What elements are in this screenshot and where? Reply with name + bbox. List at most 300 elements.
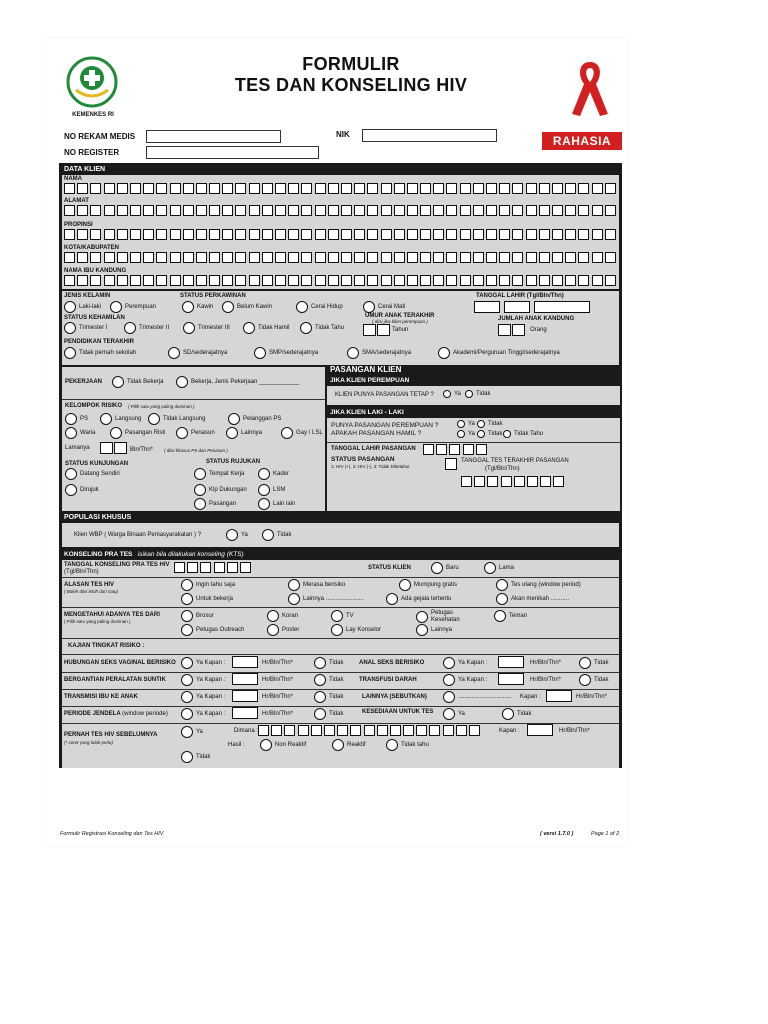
char-box[interactable] (117, 229, 128, 240)
char-box[interactable] (381, 205, 392, 216)
radio-anal-ya[interactable]: Ya Kapan : (443, 657, 487, 669)
status-pasangan-box[interactable] (445, 458, 457, 470)
char-box[interactable] (539, 229, 550, 240)
char-box[interactable] (249, 229, 260, 240)
char-box[interactable] (446, 229, 457, 240)
char-box[interactable] (420, 252, 431, 263)
char-box[interactable] (288, 275, 299, 286)
char-box[interactable] (592, 183, 603, 194)
char-box[interactable] (311, 725, 322, 736)
char-box[interactable] (90, 183, 101, 194)
char-box[interactable] (196, 183, 207, 194)
char-box[interactable] (77, 229, 88, 240)
char-box[interactable] (209, 252, 220, 263)
propinsi-boxes[interactable] (64, 229, 618, 240)
char-box[interactable] (526, 229, 537, 240)
tgl-lahir-thn[interactable] (534, 301, 590, 313)
char-box[interactable] (328, 229, 339, 240)
radio-trimester-1[interactable]: Trimester I (64, 322, 107, 334)
radio-tidak-tahu-hamil[interactable]: Tidak Tahu (300, 322, 344, 334)
radio-ibu-anak-ya[interactable]: Ya Kapan : (181, 691, 225, 703)
char-box[interactable] (104, 229, 115, 240)
char-box[interactable] (174, 562, 185, 573)
char-box[interactable] (367, 205, 378, 216)
radio-pernah-tidak[interactable]: Tidak (181, 751, 210, 763)
char-box[interactable] (235, 183, 246, 194)
char-box[interactable] (407, 183, 418, 194)
char-box[interactable] (183, 275, 194, 286)
char-box[interactable] (222, 229, 233, 240)
char-box[interactable] (64, 205, 75, 216)
char-box[interactable] (486, 275, 497, 286)
no-register-input[interactable] (146, 146, 319, 159)
char-box[interactable] (499, 252, 510, 263)
lainnya-kapan-box[interactable] (546, 690, 572, 702)
char-box[interactable] (156, 275, 167, 286)
char-box[interactable] (196, 275, 207, 286)
lamanya-box-1[interactable] (100, 442, 113, 454)
char-box[interactable] (298, 725, 309, 736)
char-box[interactable] (578, 229, 589, 240)
radio-tidak-hamil[interactable]: Tidak Hamil (243, 322, 289, 334)
char-box[interactable] (341, 205, 352, 216)
tgl-lahir-bln[interactable] (504, 301, 530, 313)
radio-belum-kawin[interactable]: Belum Kawin (222, 301, 272, 313)
char-box[interactable] (473, 205, 484, 216)
char-box[interactable] (565, 229, 576, 240)
char-box[interactable] (275, 275, 286, 286)
char-box[interactable] (449, 444, 460, 455)
char-box[interactable] (433, 229, 444, 240)
char-box[interactable] (130, 275, 141, 286)
radio-ps-tidak-langsung[interactable]: Tidak Langsung (148, 413, 205, 425)
char-box[interactable] (90, 275, 101, 286)
radio-trimester-2[interactable]: Trimester II (124, 322, 169, 334)
radio-kesediaan-ya[interactable]: Ya (443, 708, 465, 720)
char-box[interactable] (64, 183, 75, 194)
radio-kesediaan-tidak[interactable]: Tidak (502, 708, 531, 720)
char-box[interactable] (377, 725, 388, 736)
char-box[interactable] (578, 252, 589, 263)
char-box[interactable] (262, 205, 273, 216)
char-box[interactable] (130, 205, 141, 216)
char-box[interactable] (341, 229, 352, 240)
char-box[interactable] (539, 205, 550, 216)
char-box[interactable] (258, 725, 269, 736)
char-box[interactable] (222, 252, 233, 263)
char-box[interactable] (341, 252, 352, 263)
char-box[interactable] (143, 252, 154, 263)
char-box[interactable] (209, 183, 220, 194)
char-box[interactable] (156, 229, 167, 240)
char-box[interactable] (473, 229, 484, 240)
char-box[interactable] (301, 275, 312, 286)
char-box[interactable] (592, 229, 603, 240)
char-box[interactable] (512, 252, 523, 263)
radio-penasun[interactable]: Penasun (176, 427, 215, 439)
char-box[interactable] (301, 183, 312, 194)
radio-tidak-bekerja[interactable]: Tidak Bekerja (112, 376, 163, 388)
char-box[interactable] (328, 252, 339, 263)
dimana-boxes[interactable] (258, 725, 482, 736)
char-box[interactable] (354, 205, 365, 216)
char-box[interactable] (222, 205, 233, 216)
char-box[interactable] (170, 252, 181, 263)
radio-wbp-ya[interactable]: Ya (226, 529, 248, 541)
char-box[interactable] (403, 725, 414, 736)
char-box[interactable] (337, 725, 348, 736)
char-box[interactable] (249, 205, 260, 216)
char-box[interactable] (262, 252, 273, 263)
char-box[interactable] (420, 275, 431, 286)
radio-wbp-tidak[interactable]: Tidak (262, 529, 291, 541)
char-box[interactable] (227, 562, 238, 573)
char-box[interactable] (605, 229, 616, 240)
char-box[interactable] (446, 252, 457, 263)
char-box[interactable] (407, 252, 418, 263)
char-box[interactable] (275, 252, 286, 263)
char-box[interactable] (104, 252, 115, 263)
char-box[interactable] (565, 275, 576, 286)
radio-laki[interactable]: Laki-laki (64, 301, 101, 313)
check-ingin-tahu[interactable]: Ingin tahu saja (181, 579, 235, 591)
radio-ibu-anak-tidak[interactable]: Tidak (314, 691, 343, 703)
char-box[interactable] (416, 725, 427, 736)
char-box[interactable] (90, 229, 101, 240)
char-box[interactable] (143, 183, 154, 194)
char-box[interactable] (473, 275, 484, 286)
char-box[interactable] (117, 205, 128, 216)
char-box[interactable] (328, 183, 339, 194)
char-box[interactable] (578, 275, 589, 286)
char-box[interactable] (143, 275, 154, 286)
char-box[interactable] (381, 252, 392, 263)
char-box[interactable] (301, 205, 312, 216)
char-box[interactable] (315, 229, 326, 240)
radio-tidak-sekolah[interactable]: Tidak pernah sekolah (64, 347, 136, 359)
char-box[interactable] (446, 205, 457, 216)
radio-sma[interactable]: SMA/sederajatnya (347, 347, 411, 359)
char-box[interactable] (249, 252, 260, 263)
radio-akademi[interactable]: Akademi/Perguruan Tinggi/sederajatnya (438, 347, 560, 359)
tgl-konseling-boxes[interactable] (174, 562, 253, 573)
char-box[interactable] (275, 183, 286, 194)
char-box[interactable] (552, 205, 563, 216)
char-box[interactable] (200, 562, 211, 573)
char-box[interactable] (526, 275, 537, 286)
char-box[interactable] (354, 252, 365, 263)
transfusi-kapan-box[interactable] (498, 673, 524, 685)
no-rekam-medis-input[interactable] (146, 130, 281, 143)
radio-teman[interactable]: Teman (494, 610, 527, 622)
radio-q2-tidak[interactable]: Tidak (477, 430, 502, 438)
char-box[interactable] (117, 275, 128, 286)
char-box[interactable] (512, 183, 523, 194)
char-box[interactable] (592, 205, 603, 216)
char-box[interactable] (354, 275, 365, 286)
char-box[interactable] (605, 252, 616, 263)
char-box[interactable] (476, 444, 487, 455)
char-box[interactable] (420, 183, 431, 194)
char-box[interactable] (301, 229, 312, 240)
char-box[interactable] (209, 229, 220, 240)
char-box[interactable] (565, 205, 576, 216)
char-box[interactable] (271, 725, 282, 736)
char-box[interactable] (77, 252, 88, 263)
char-box[interactable] (235, 252, 246, 263)
char-box[interactable] (553, 476, 564, 487)
char-box[interactable] (249, 275, 260, 286)
ibu-boxes[interactable] (64, 275, 618, 286)
char-box[interactable] (367, 183, 378, 194)
char-box[interactable] (552, 229, 563, 240)
radio-lain-lain[interactable]: Lain lain (258, 498, 295, 510)
char-box[interactable] (183, 205, 194, 216)
char-box[interactable] (487, 476, 498, 487)
char-box[interactable] (222, 183, 233, 194)
char-box[interactable] (301, 252, 312, 263)
radio-dirujuk[interactable]: Dirujuk (65, 484, 99, 496)
char-box[interactable] (486, 205, 497, 216)
lamanya-box-2[interactable] (114, 442, 127, 454)
char-box[interactable] (90, 205, 101, 216)
char-box[interactable] (526, 205, 537, 216)
radio-kader[interactable]: Kader (258, 468, 289, 480)
char-box[interactable] (354, 183, 365, 194)
char-box[interactable] (143, 205, 154, 216)
check-merasa-berisiko[interactable]: Merasa berisiko (288, 579, 345, 591)
check-untuk-bekerja[interactable]: Untuk bekerja (181, 593, 233, 605)
char-box[interactable] (460, 229, 471, 240)
radio-koran[interactable]: Koran (267, 610, 298, 622)
periode-kapan-box[interactable] (232, 707, 258, 719)
radio-reaktif[interactable]: Reaktif (332, 739, 366, 751)
char-box[interactable] (64, 275, 75, 286)
char-box[interactable] (90, 252, 101, 263)
char-box[interactable] (183, 183, 194, 194)
char-box[interactable] (552, 275, 563, 286)
char-box[interactable] (501, 476, 512, 487)
char-box[interactable] (461, 476, 472, 487)
char-box[interactable] (77, 275, 88, 286)
radio-trimester-3[interactable]: Trimester III (183, 322, 230, 334)
radio-kawin[interactable]: Kawin (182, 301, 213, 313)
radio-lama[interactable]: Lama (484, 562, 514, 574)
radio-lsm[interactable]: LSM (258, 484, 285, 496)
char-box[interactable] (77, 183, 88, 194)
char-box[interactable] (512, 205, 523, 216)
char-box[interactable] (328, 275, 339, 286)
jumlah-anak-box-2[interactable] (512, 324, 525, 336)
char-box[interactable] (170, 275, 181, 286)
char-box[interactable] (512, 275, 523, 286)
tgl-tes-pasangan-boxes[interactable] (461, 476, 567, 487)
char-box[interactable] (354, 229, 365, 240)
char-box[interactable] (469, 725, 480, 736)
char-box[interactable] (512, 229, 523, 240)
jumlah-anak-box-1[interactable] (498, 324, 511, 336)
check-gejala[interactable]: Ada gejala tertentu (386, 593, 451, 605)
char-box[interactable] (156, 183, 167, 194)
char-box[interactable] (324, 725, 335, 736)
char-box[interactable] (394, 183, 405, 194)
char-box[interactable] (170, 205, 181, 216)
char-box[interactable] (592, 252, 603, 263)
char-box[interactable] (315, 275, 326, 286)
char-box[interactable] (235, 229, 246, 240)
radio-anal-tidak[interactable]: Tidak (579, 657, 608, 669)
char-box[interactable] (514, 476, 525, 487)
char-box[interactable] (540, 476, 551, 487)
radio-lainnya-risiko[interactable]: Lainnya (226, 427, 262, 439)
char-box[interactable] (381, 229, 392, 240)
char-box[interactable] (565, 252, 576, 263)
char-box[interactable] (381, 183, 392, 194)
radio-petugas-kesehatan[interactable]: Petugas Kesehatan (416, 610, 476, 624)
vaginal-kapan-box[interactable] (232, 656, 258, 668)
radio-pasangan-risti[interactable]: Pasangan Risti (110, 427, 165, 439)
radio-poster[interactable]: Poster (267, 624, 299, 636)
char-box[interactable] (420, 205, 431, 216)
char-box[interactable] (605, 183, 616, 194)
char-box[interactable] (420, 229, 431, 240)
char-box[interactable] (187, 562, 198, 573)
radio-punya-ya[interactable]: Ya (443, 390, 461, 398)
ibu-anak-kapan-box[interactable] (232, 690, 258, 702)
tgl-lahir-tgl[interactable] (474, 301, 500, 313)
char-box[interactable] (394, 229, 405, 240)
char-box[interactable] (275, 205, 286, 216)
radio-cerai-mati[interactable]: Cerai Mati (363, 301, 405, 313)
char-box[interactable] (394, 252, 405, 263)
radio-non-reaktif[interactable]: Non Reaktif (260, 739, 306, 751)
radio-lainnya-risiko-ya[interactable]: ................................ (443, 691, 511, 703)
char-box[interactable] (460, 183, 471, 194)
char-box[interactable] (394, 205, 405, 216)
char-box[interactable] (429, 725, 440, 736)
radio-sd[interactable]: SD/sederajatnya (168, 347, 227, 359)
char-box[interactable] (341, 275, 352, 286)
char-box[interactable] (605, 205, 616, 216)
nama-boxes[interactable] (64, 183, 618, 194)
char-box[interactable] (433, 205, 444, 216)
char-box[interactable] (460, 275, 471, 286)
char-box[interactable] (117, 183, 128, 194)
char-box[interactable] (394, 275, 405, 286)
char-box[interactable] (460, 205, 471, 216)
char-box[interactable] (235, 205, 246, 216)
radio-vaginal-tidak[interactable]: Tidak (314, 657, 343, 669)
radio-tempat-kerja[interactable]: Tempat Kerja (194, 468, 244, 480)
char-box[interactable] (364, 725, 375, 736)
radio-tidak-tahu-hasil[interactable]: Tidak tahu (386, 739, 429, 751)
radio-periode-ya[interactable]: Ya Kapan : (181, 708, 225, 720)
char-box[interactable] (130, 252, 141, 263)
radio-cerai-hidup[interactable]: Cerai Hidup (296, 301, 343, 313)
radio-perempuan[interactable]: Perempuan (110, 301, 156, 313)
check-mumpung-gratis[interactable]: Mumpung gratis (399, 579, 457, 591)
char-box[interactable] (390, 725, 401, 736)
char-box[interactable] (104, 205, 115, 216)
anal-kapan-box[interactable] (498, 656, 524, 668)
radio-punya-tidak[interactable]: Tidak (465, 390, 490, 398)
radio-smp[interactable]: SMP/sederajatnya (254, 347, 318, 359)
radio-periode-tidak[interactable]: Tidak (314, 708, 343, 720)
char-box[interactable] (288, 183, 299, 194)
char-box[interactable] (288, 252, 299, 263)
char-box[interactable] (315, 252, 326, 263)
char-box[interactable] (196, 229, 207, 240)
char-box[interactable] (407, 229, 418, 240)
char-box[interactable] (446, 183, 457, 194)
radio-vaginal-ya[interactable]: Ya Kapan : (181, 657, 225, 669)
char-box[interactable] (214, 562, 225, 573)
char-box[interactable] (539, 252, 550, 263)
char-box[interactable] (275, 229, 286, 240)
char-box[interactable] (117, 252, 128, 263)
char-box[interactable] (104, 275, 115, 286)
char-box[interactable] (315, 183, 326, 194)
char-box[interactable] (104, 183, 115, 194)
radio-gay-lsl[interactable]: Gay / LSL (281, 427, 323, 439)
char-box[interactable] (209, 205, 220, 216)
char-box[interactable] (526, 252, 537, 263)
char-box[interactable] (527, 476, 538, 487)
char-box[interactable] (183, 252, 194, 263)
char-box[interactable] (341, 183, 352, 194)
radio-suntik-ya[interactable]: Ya Kapan : (181, 674, 225, 686)
radio-pelanggan-ps[interactable]: Pelanggan PS (228, 413, 281, 425)
char-box[interactable] (315, 205, 326, 216)
suntik-kapan-box[interactable] (232, 673, 258, 685)
char-box[interactable] (539, 275, 550, 286)
nik-input[interactable] (362, 129, 497, 142)
char-box[interactable] (196, 205, 207, 216)
char-box[interactable] (262, 229, 273, 240)
char-box[interactable] (367, 252, 378, 263)
char-box[interactable] (423, 444, 434, 455)
radio-baru[interactable]: Baru (431, 562, 459, 574)
char-box[interactable] (130, 229, 141, 240)
radio-ps-langsung[interactable]: Langsung (100, 413, 141, 425)
check-tes-ulang[interactable]: Tes ulang (window period) (496, 579, 581, 591)
char-box[interactable] (288, 205, 299, 216)
char-box[interactable] (143, 229, 154, 240)
radio-q2-tidak-tahu[interactable]: Tidak Tahu (503, 430, 543, 438)
char-box[interactable] (499, 275, 510, 286)
char-box[interactable] (565, 183, 576, 194)
char-box[interactable] (249, 183, 260, 194)
char-box[interactable] (443, 725, 454, 736)
char-box[interactable] (446, 275, 457, 286)
radio-bekerja[interactable]: Bekerja, Jenis Pekerjaan ____________ (176, 376, 299, 388)
radio-lay-konselor[interactable]: Lay Konselor (331, 624, 381, 636)
umur-anak-box-1[interactable] (363, 324, 376, 336)
radio-transfusi-ya[interactable]: Ya Kapan : (443, 674, 487, 686)
char-box[interactable] (328, 205, 339, 216)
char-box[interactable] (156, 205, 167, 216)
alamat-boxes[interactable] (64, 205, 618, 216)
char-box[interactable] (170, 183, 181, 194)
char-box[interactable] (407, 275, 418, 286)
char-box[interactable] (196, 252, 207, 263)
char-box[interactable] (605, 275, 616, 286)
char-box[interactable] (262, 275, 273, 286)
char-box[interactable] (460, 252, 471, 263)
char-box[interactable] (473, 183, 484, 194)
char-box[interactable] (592, 275, 603, 286)
radio-q1-tidak[interactable]: Tidak (477, 420, 502, 428)
